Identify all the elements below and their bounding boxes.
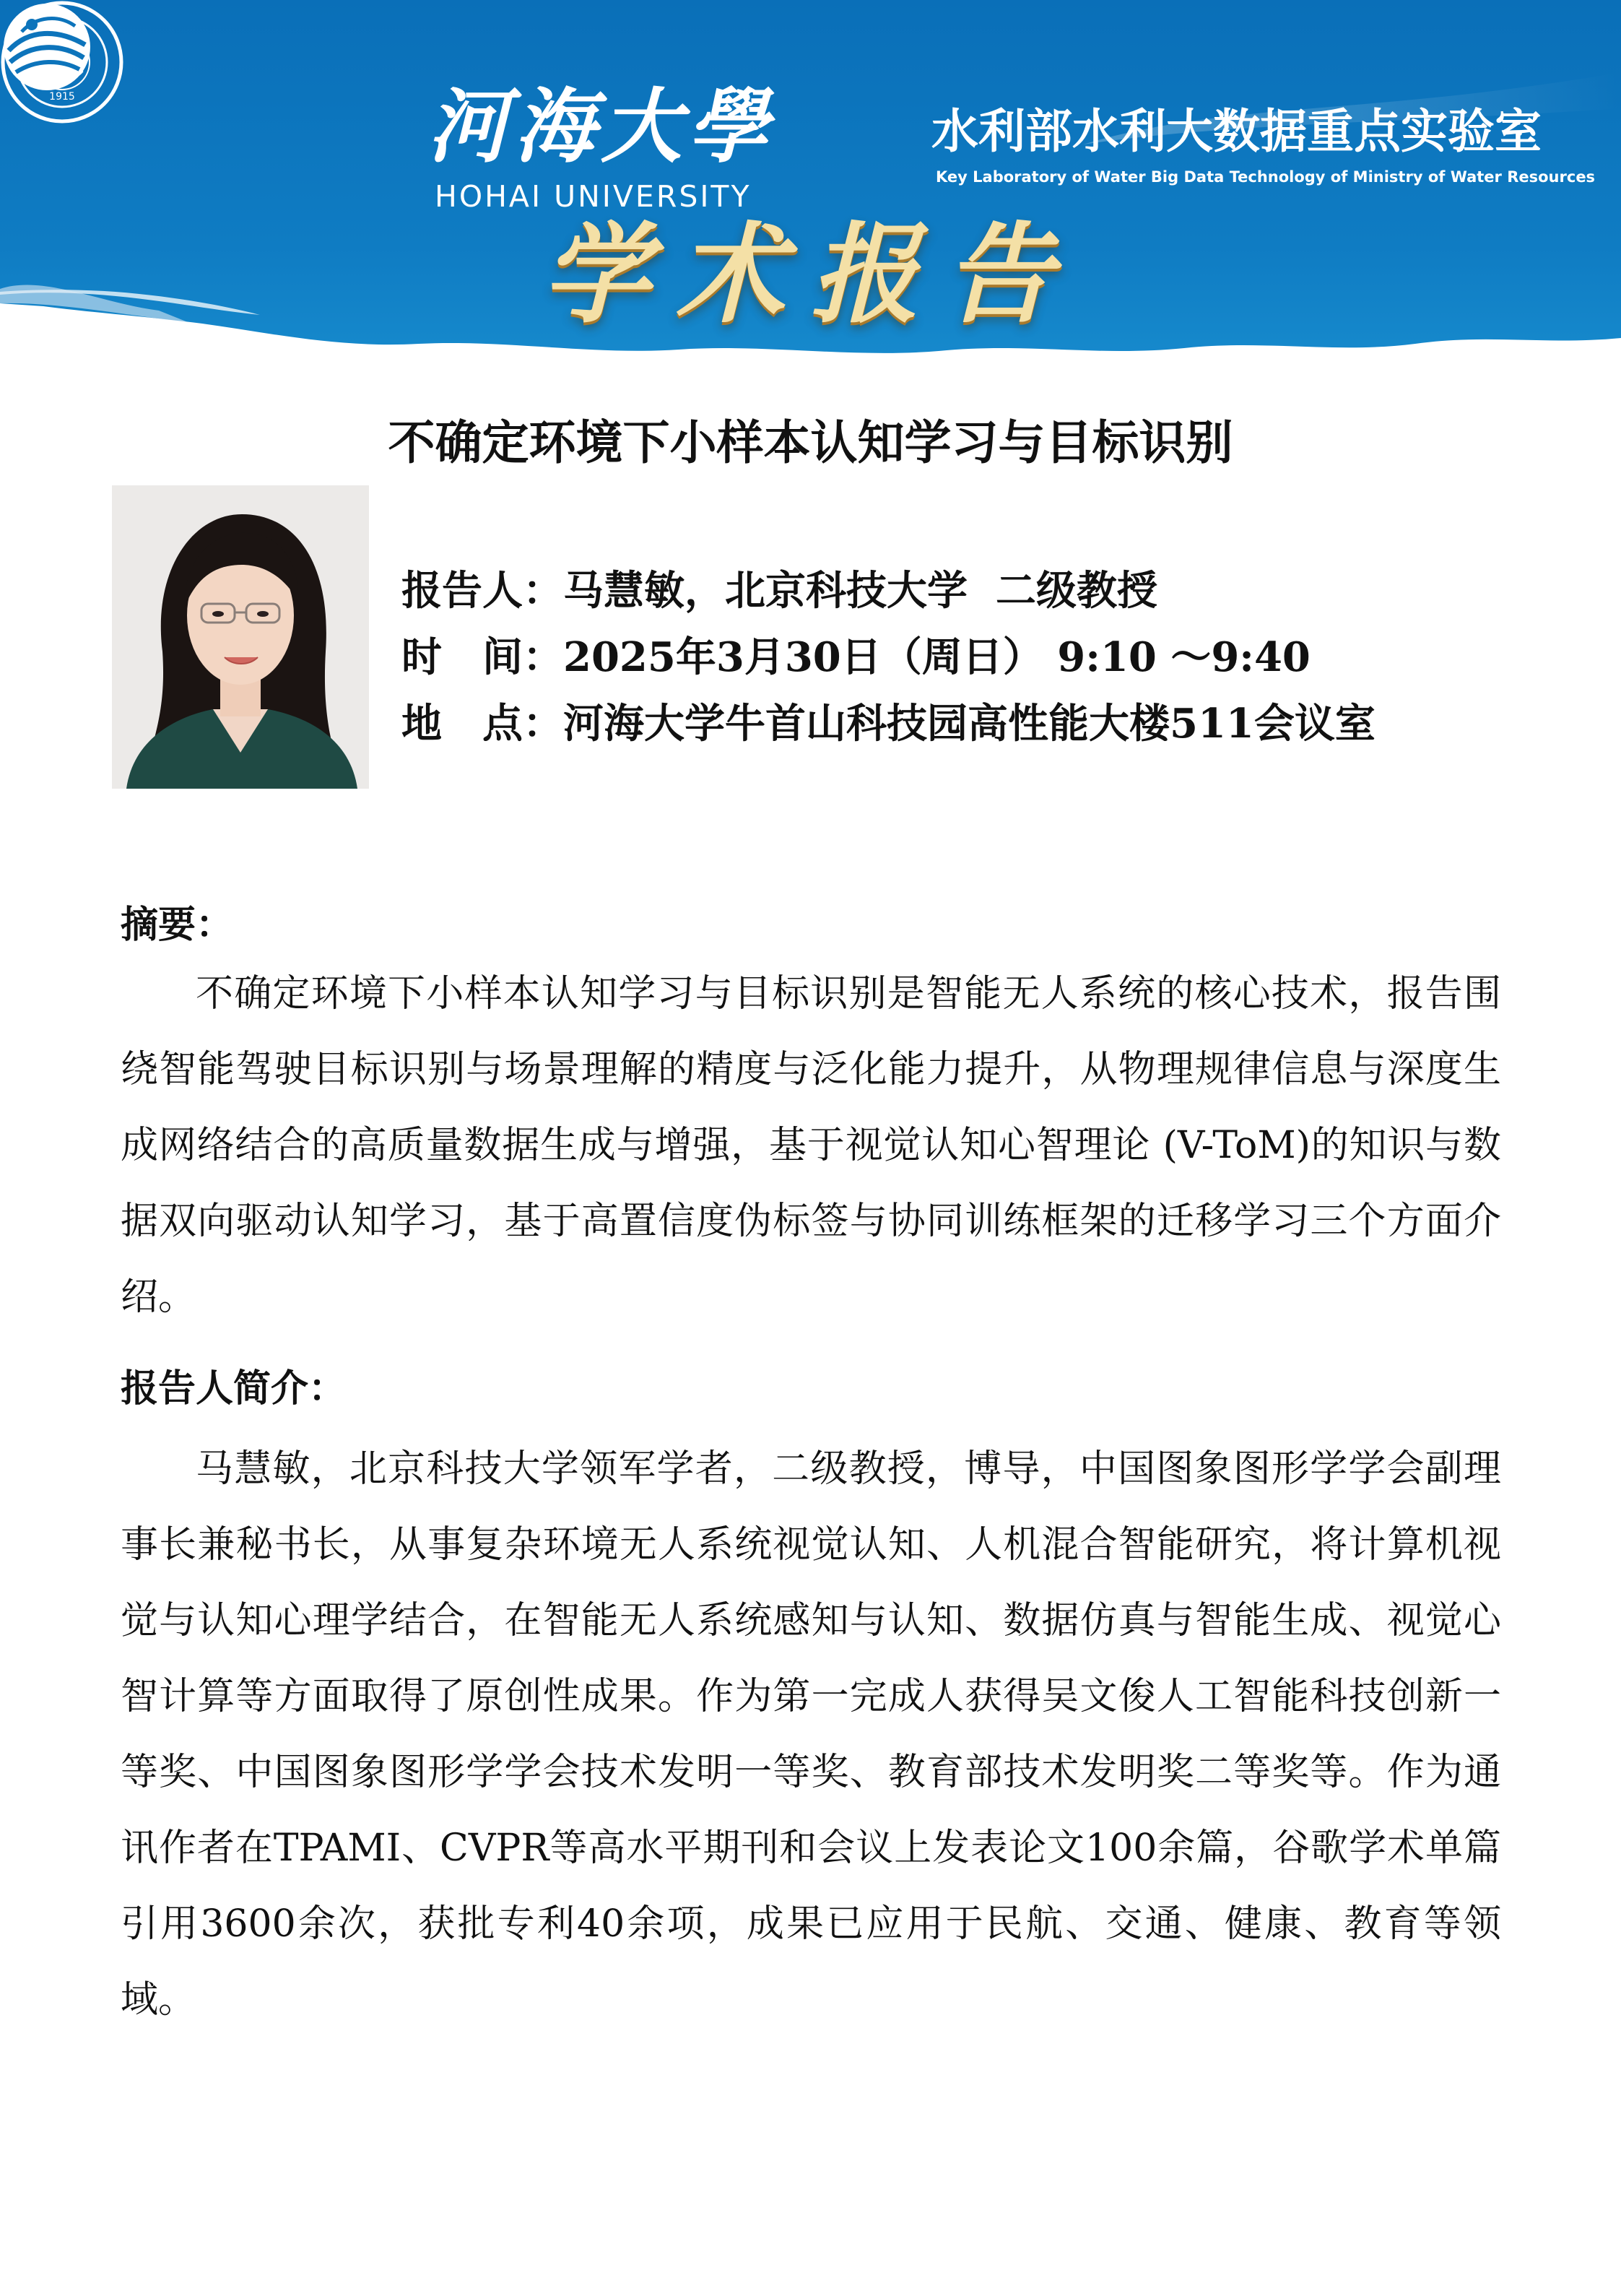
place-label: 地 点： bbox=[401, 700, 563, 748]
abstract-heading: 摘要： bbox=[121, 903, 234, 947]
lab-name-en: Key Laboratory of Water Big Data Technology of Ministry of Water Resources bbox=[936, 168, 1596, 186]
speaker-value: 马慧敏，北京科技大学 二级教授 bbox=[563, 567, 1157, 615]
place-value: 河海大学牛首山科技园高性能大楼511会议室 bbox=[563, 700, 1376, 748]
university-name-cn: 河海大學 bbox=[427, 79, 774, 174]
speaker-photo bbox=[112, 485, 369, 789]
time-value: 2025年3月30日（周日） 9:10 ～9:40 bbox=[563, 633, 1311, 681]
lab-name-cn: 水利部水利大数据重点实验室 bbox=[931, 105, 1542, 159]
speaker-portrait-icon bbox=[112, 485, 369, 789]
university-name-en: HOHAI UNIVERSITY bbox=[435, 179, 752, 214]
speaker-row bbox=[401, 567, 1157, 615]
bio-text: 马慧敏，北京科技大学领军学者，二级教授，博导，中国图象图形学学会副理事长兼秘书长，从事复杂环境无人系统视觉认知、人机混合智能研究，将计算机视觉与认知心理学结合，在智能无人系统感知与认知、数据仿真与智能生成、视觉心智计算等方面取得了原创性成果。作为第一完成人获得吴文俊人工智能科技创新一等奖、中国图象图形学学会技术发明一等奖、教育部技术发明奖二等奖等。作为通讯作者在TPAMI、CVPR等高水平期刊和会议上发表论文100余篇，谷歌学术单篇引用3600余次，获批专利40余项，成果已应用于民航、交通、健康、教育等领域。 bbox=[121, 1447, 1501, 2022]
speaker-label: 报告人： bbox=[401, 567, 563, 615]
time-label: 时 间： bbox=[401, 633, 563, 681]
place-row bbox=[401, 700, 1376, 748]
academic-report-heading: 学术报告 bbox=[542, 211, 1079, 338]
abstract-text: 不确定环境下小样本认知学习与目标识别是智能无人系统的核心技术，报告围绕智能驾驶目标识别与场景理解的精度与泛化能力提升，从物理规律信息与深度生成网络结合的高质量数据生成与增强，基于视觉认知心智理论 (V-ToM)的知识与数据双向驱动认知学习，基于高置信度伪标签与协同训练框架的迁移学习三个方面介绍。 bbox=[121, 972, 1501, 1319]
talk-title: 不确定环境下小样本认知学习与目标识别 bbox=[388, 416, 1233, 470]
bio-heading: 报告人简介： bbox=[121, 1366, 347, 1411]
header-banner bbox=[0, 0, 1621, 361]
seal-year: 1915 bbox=[49, 91, 75, 103]
lab-logo-icon bbox=[0, 0, 94, 94]
time-row bbox=[401, 633, 1311, 681]
